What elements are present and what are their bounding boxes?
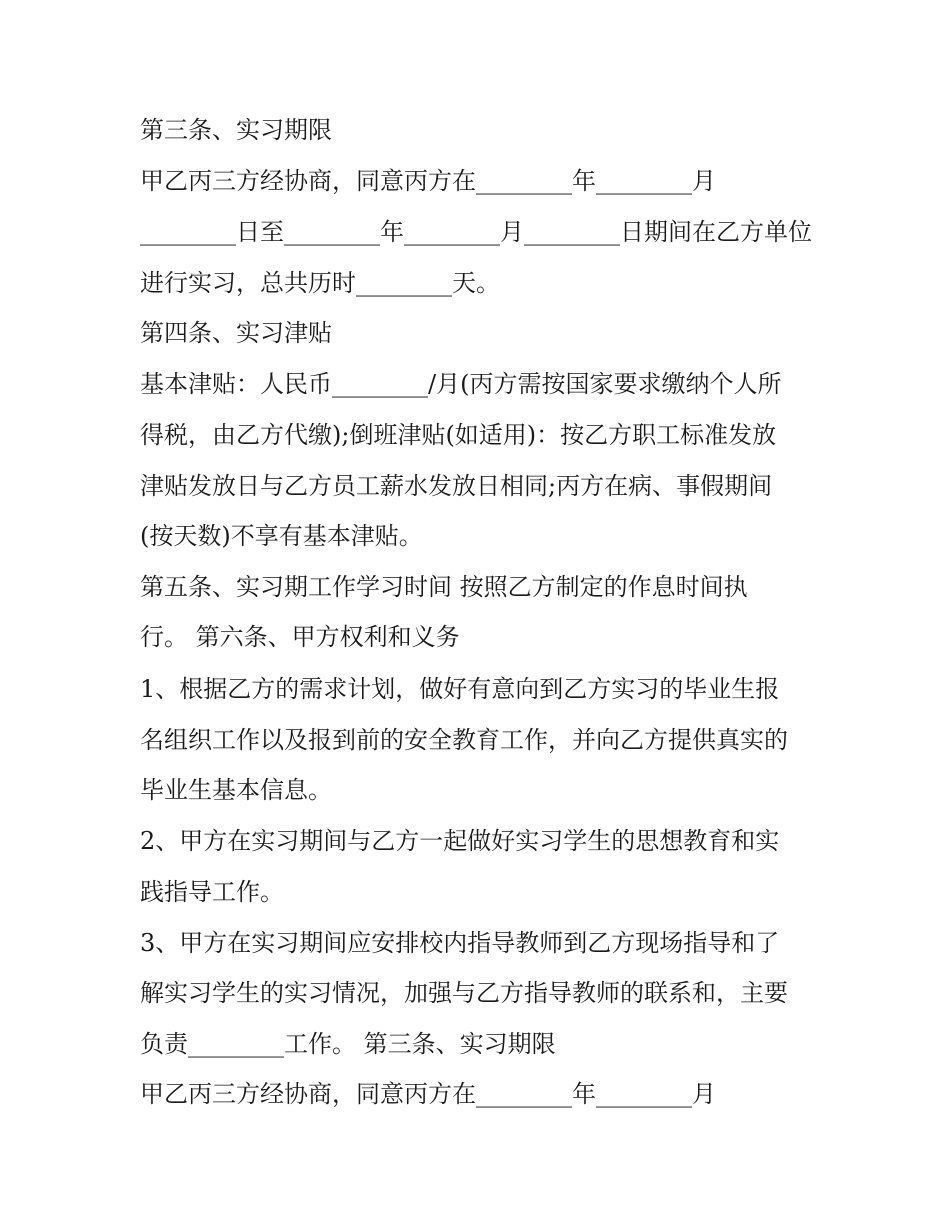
document-line: 得税，由乙方代缴);倒班津贴(如适用)：按乙方职工标准发放	[140, 421, 777, 449]
document-line: 第五条、实习期工作学习时间 按照乙方制定的作息时间执	[140, 573, 748, 601]
document-line: 基本津贴：人民币________/月(丙方需按国家要求缴纳个人所	[140, 370, 782, 398]
document-line: (按天数)不享有基本津贴。	[140, 522, 423, 550]
document-line: 负责________工作。 第三条、实习期限	[140, 1030, 556, 1058]
document-line: 解实习学生的实习情况，加强与乙方指导教师的联系和，主要	[140, 979, 788, 1007]
document-line: 1、根据乙方的需求计划，做好有意向到乙方实习的毕业生报	[140, 675, 780, 703]
document-line: 践指导工作。	[140, 878, 284, 906]
document-line: 津贴发放日与乙方员工薪水发放日相同;丙方在病、事假期间	[140, 472, 773, 500]
document-line: 进行实习，总共历时________天。	[140, 269, 500, 297]
document-line: 3、甲方在实习期间应安排校内指导教师到乙方现场指导和了	[140, 929, 780, 957]
document-line: 名组织工作以及报到前的安全教育工作，并向乙方提供真实的	[140, 726, 788, 754]
document-line: 甲乙丙三方经协商，同意丙方在________年________月	[140, 167, 716, 195]
document-line: 行。 第六条、甲方权利和义务	[140, 623, 460, 651]
document-line: 2、甲方在实习期间与乙方一起做好实习学生的思想教育和实	[140, 827, 780, 855]
document-line: 甲乙丙三方经协商，同意丙方在________年________月	[140, 1080, 716, 1108]
document-line: 第三条、实习期限	[140, 116, 332, 144]
document-line: 第四条、实习津贴	[140, 319, 332, 347]
document-line: 毕业生基本信息。	[140, 776, 332, 804]
document-line: ________日至________年________月________日期间在乙方单位	[140, 218, 812, 246]
